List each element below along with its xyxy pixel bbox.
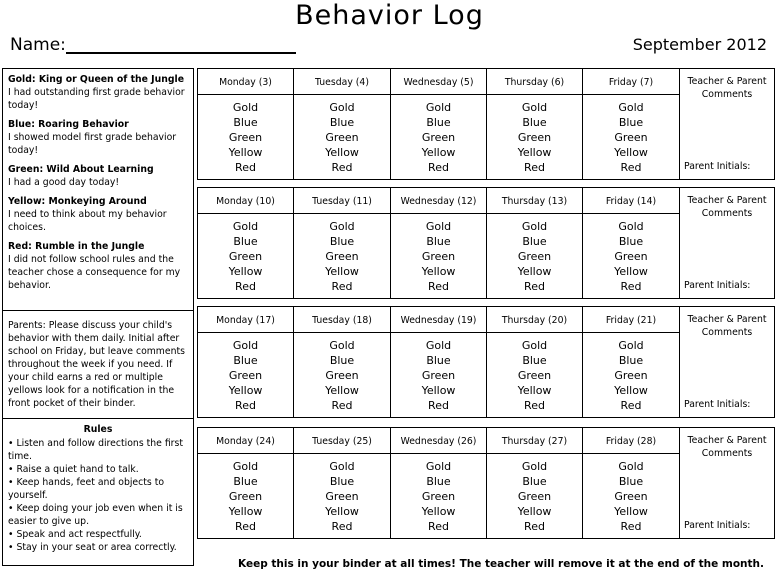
behavior-option-blue[interactable]: Blue — [426, 116, 451, 129]
behavior-option-blue[interactable]: Blue — [233, 235, 258, 248]
behavior-option-red[interactable]: Red — [235, 520, 256, 533]
week-table-1 — [197, 68, 775, 180]
behavior-option-red[interactable]: Red — [428, 161, 449, 174]
legend-heading: Gold: King or Queen of the Jungle — [8, 74, 185, 85]
day-header: Thursday (27) — [487, 428, 582, 454]
behavior-option-gold[interactable]: Gold — [232, 339, 259, 352]
behavior-option-red[interactable]: Red — [524, 280, 545, 293]
day-column — [583, 307, 680, 417]
behavior-option-red[interactable]: Red — [331, 161, 353, 174]
day-header: Thursday (13) — [487, 188, 582, 214]
legend-heading: Red: Rumble in the Jungle — [8, 241, 145, 252]
day-header: Wednesday (5) — [391, 69, 486, 95]
month-label: September 2012 — [632, 35, 767, 54]
behavior-option-yellow[interactable]: Yellow — [421, 146, 456, 159]
day-column — [583, 188, 680, 298]
behavior-option-green[interactable]: Green — [325, 250, 359, 263]
day-header: Thursday (6) — [487, 69, 582, 95]
behavior-option-yellow[interactable]: Yellow — [421, 265, 456, 278]
behavior-option-gold[interactable]: Gold — [521, 101, 548, 114]
behavior-option-gold[interactable]: Gold — [618, 220, 644, 233]
behavior-options — [487, 95, 582, 175]
behavior-option-red[interactable]: Red — [620, 280, 642, 293]
behavior-option-yellow[interactable]: Yellow — [325, 505, 359, 518]
behavior-options — [198, 454, 293, 534]
behavior-option-gold[interactable]: Gold — [329, 220, 355, 233]
behavior-option-gold[interactable]: Gold — [329, 101, 355, 114]
behavior-option-yellow[interactable]: Yellow — [228, 384, 263, 397]
behavior-legend — [2, 68, 194, 311]
behavior-option-green[interactable]: Green — [325, 131, 359, 144]
behavior-option-gold[interactable]: Gold — [521, 460, 548, 473]
behavior-option-blue[interactable]: Blue — [233, 116, 258, 129]
behavior-option-blue[interactable]: Blue — [618, 235, 644, 248]
behavior-option-red[interactable]: Red — [524, 399, 545, 412]
behavior-option-green[interactable]: Green — [421, 250, 456, 263]
behavior-option-blue[interactable]: Blue — [426, 235, 451, 248]
day-column — [198, 307, 294, 417]
day-column — [391, 428, 487, 538]
behavior-option-red[interactable]: Red — [524, 520, 545, 533]
behavior-option-red[interactable]: Red — [331, 399, 353, 412]
week-table-3 — [197, 306, 775, 418]
behavior-option-red[interactable]: Red — [620, 161, 642, 174]
behavior-option-green[interactable]: Green — [325, 369, 359, 382]
behavior-option-gold[interactable]: Gold — [329, 339, 355, 352]
day-column — [583, 428, 680, 538]
behavior-option-yellow[interactable]: Yellow — [517, 384, 552, 397]
day-column — [198, 188, 294, 298]
behavior-option-blue[interactable]: Blue — [426, 354, 451, 367]
comments-label: Teacher & Parent Comments — [687, 195, 767, 219]
parent-initials-label: Parent Initials: — [684, 161, 751, 172]
day-column — [391, 69, 487, 179]
legend-text: I had a good day today! — [8, 177, 120, 188]
day-column — [294, 69, 391, 179]
day-header: Wednesday (19) — [391, 307, 486, 333]
behavior-option-green[interactable]: Green — [517, 490, 552, 503]
behavior-option-yellow[interactable]: Yellow — [517, 505, 552, 518]
behavior-option-red[interactable]: Red — [235, 161, 256, 174]
behavior-option-blue[interactable]: Blue — [522, 354, 547, 367]
behavior-options — [487, 333, 582, 413]
parent-initials-label: Parent Initials: — [684, 399, 751, 410]
behavior-option-yellow[interactable]: Yellow — [614, 384, 648, 397]
behavior-options — [391, 333, 486, 413]
day-header: Friday (14) — [583, 188, 679, 214]
parent-initials-label: Parent Initials: — [684, 520, 751, 531]
behavior-option-green[interactable]: Green — [517, 250, 552, 263]
legend-item — [8, 240, 188, 292]
behavior-option-blue[interactable]: Blue — [618, 116, 644, 129]
day-header: Monday (3) — [198, 69, 293, 95]
behavior-option-red[interactable]: Red — [620, 520, 642, 533]
day-header: Monday (10) — [198, 188, 293, 214]
day-header: Thursday (20) — [487, 307, 582, 333]
behavior-option-gold[interactable]: Gold — [425, 460, 452, 473]
behavior-option-blue[interactable]: Blue — [329, 475, 355, 488]
rules-box — [2, 418, 194, 566]
day-column — [391, 188, 487, 298]
behavior-option-red[interactable]: Red — [331, 280, 353, 293]
behavior-option-yellow[interactable]: Yellow — [228, 146, 263, 159]
behavior-option-green[interactable]: Green — [228, 131, 263, 144]
rules-heading: Rules — [83, 424, 113, 435]
behavior-option-gold[interactable]: Gold — [618, 460, 644, 473]
behavior-options — [391, 95, 486, 175]
legend-item — [8, 195, 188, 234]
behavior-option-green[interactable]: Green — [421, 490, 456, 503]
behavior-option-red[interactable]: Red — [428, 520, 449, 533]
behavior-option-gold[interactable]: Gold — [425, 220, 452, 233]
parents-note: Parents: Please discuss your child's behavior with them daily. Initial after school on Friday, but leave comments throughout the week if you need. If your child earns a red or multiple yellows look for a notification in the front pocket of their binder. — [2, 310, 194, 419]
behavior-options — [294, 214, 390, 294]
behavior-option-green[interactable]: Green — [421, 369, 456, 382]
day-header: Tuesday (25) — [294, 428, 390, 454]
legend-text: I need to think about my behavior choices. — [8, 209, 167, 233]
rule-item: • Stay in your seat or area correctly. — [8, 542, 177, 553]
day-header: Tuesday (4) — [294, 69, 390, 95]
behavior-option-blue[interactable]: Blue — [618, 475, 644, 488]
behavior-options — [391, 454, 486, 534]
day-column — [487, 428, 583, 538]
behavior-option-blue[interactable]: Blue — [329, 235, 355, 248]
behavior-option-blue[interactable]: Blue — [522, 235, 547, 248]
behavior-option-gold[interactable]: Gold — [618, 339, 644, 352]
day-header: Tuesday (18) — [294, 307, 390, 333]
rule-item: • Keep hands, feet and objects to yourself. — [8, 477, 165, 501]
day-column — [198, 69, 294, 179]
behavior-option-green[interactable]: Green — [228, 490, 263, 503]
legend-item — [8, 73, 188, 112]
behavior-option-blue[interactable]: Blue — [329, 354, 355, 367]
behavior-option-green[interactable]: Green — [614, 131, 648, 144]
day-header: Tuesday (11) — [294, 188, 390, 214]
behavior-option-gold[interactable]: Gold — [618, 101, 644, 114]
comments-label: Teacher & Parent Comments — [687, 435, 767, 459]
behavior-option-red[interactable]: Red — [331, 520, 353, 533]
behavior-option-yellow[interactable]: Yellow — [614, 505, 648, 518]
week-table-4 — [197, 427, 775, 539]
behavior-options — [487, 214, 582, 294]
day-column — [294, 307, 391, 417]
behavior-option-green[interactable]: Green — [228, 369, 263, 382]
day-header: Wednesday (12) — [391, 188, 486, 214]
behavior-option-green[interactable]: Green — [517, 369, 552, 382]
day-column — [487, 188, 583, 298]
behavior-option-red[interactable]: Red — [428, 280, 449, 293]
behavior-option-green[interactable]: Green — [614, 490, 648, 503]
behavior-options — [294, 333, 390, 413]
behavior-option-gold[interactable]: Gold — [521, 339, 548, 352]
day-header: Monday (24) — [198, 428, 293, 454]
behavior-option-yellow[interactable]: Yellow — [325, 146, 359, 159]
day-column — [487, 307, 583, 417]
behavior-option-blue[interactable]: Blue — [522, 475, 547, 488]
footer-note: Keep this in your binder at all times! The teacher will remove it at the end of the month. — [238, 558, 765, 570]
behavior-option-gold[interactable]: Gold — [425, 339, 452, 352]
behavior-options — [294, 95, 390, 175]
behavior-option-red[interactable]: Red — [235, 399, 256, 412]
name-field[interactable] — [66, 52, 296, 54]
day-column — [391, 307, 487, 417]
behavior-option-blue[interactable]: Blue — [329, 116, 355, 129]
legend-item — [8, 163, 188, 189]
rule-item: • Keep doing your job even when it is easier to give up. — [8, 503, 183, 527]
behavior-option-gold[interactable]: Gold — [329, 460, 355, 473]
behavior-option-gold[interactable]: Gold — [232, 220, 259, 233]
behavior-options — [294, 454, 390, 534]
behavior-option-gold[interactable]: Gold — [232, 101, 259, 114]
behavior-option-green[interactable]: Green — [614, 369, 648, 382]
behavior-option-blue[interactable]: Blue — [618, 354, 644, 367]
behavior-option-gold[interactable]: Gold — [521, 220, 548, 233]
behavior-option-gold[interactable]: Gold — [425, 101, 452, 114]
week-table-2 — [197, 187, 775, 299]
comments-column[interactable] — [680, 428, 774, 538]
behavior-options — [583, 214, 679, 294]
behavior-option-red[interactable]: Red — [620, 399, 642, 412]
behavior-option-yellow[interactable]: Yellow — [325, 265, 359, 278]
behavior-option-yellow[interactable]: Yellow — [421, 505, 456, 518]
behavior-option-yellow[interactable]: Yellow — [614, 265, 648, 278]
behavior-options — [583, 454, 679, 534]
legend-text: I showed model first grade behavior today! — [8, 132, 177, 156]
legend-heading: Green: Wild About Learning — [8, 164, 154, 175]
rule-item: • Speak and act respectfully. — [8, 529, 142, 540]
behavior-options — [198, 95, 293, 175]
behavior-option-green[interactable]: Green — [517, 131, 552, 144]
behavior-option-yellow[interactable]: Yellow — [517, 265, 552, 278]
parent-initials-label: Parent Initials: — [684, 280, 751, 291]
behavior-options — [487, 454, 582, 534]
behavior-option-yellow[interactable]: Yellow — [517, 146, 552, 159]
day-column — [198, 428, 294, 538]
legend-heading: Yellow: Monkeying Around — [8, 196, 147, 207]
behavior-option-yellow[interactable]: Yellow — [614, 146, 648, 159]
behavior-options — [583, 95, 679, 175]
legend-text: I did not follow school rules and the teacher chose a consequence for my behavior. — [8, 254, 181, 291]
comments-column[interactable] — [680, 307, 774, 417]
day-header: Friday (28) — [583, 428, 679, 454]
legend-heading: Blue: Roaring Behavior — [8, 119, 129, 130]
behavior-options — [583, 333, 679, 413]
rule-item: • Raise a quiet hand to talk. — [8, 464, 139, 475]
behavior-option-blue[interactable]: Blue — [233, 354, 258, 367]
day-header: Friday (7) — [583, 69, 679, 95]
behavior-option-yellow[interactable]: Yellow — [421, 384, 456, 397]
behavior-option-gold[interactable]: Gold — [232, 460, 259, 473]
behavior-options — [198, 214, 293, 294]
legend-text: I had outstanding first grade behavior today! — [8, 87, 185, 111]
day-column — [583, 69, 680, 179]
behavior-option-yellow[interactable]: Yellow — [325, 384, 359, 397]
rule-item: • Listen and follow directions the first time. — [8, 438, 183, 462]
day-header: Friday (21) — [583, 307, 679, 333]
behavior-option-blue[interactable]: Blue — [233, 475, 258, 488]
comments-label: Teacher & Parent Comments — [687, 314, 767, 338]
comments-label: Teacher & Parent Comments — [687, 76, 767, 100]
behavior-option-yellow[interactable]: Yellow — [228, 505, 263, 518]
behavior-option-blue[interactable]: Blue — [426, 475, 451, 488]
comments-column[interactable] — [680, 188, 774, 298]
page-title: Behavior Log — [295, 0, 484, 31]
behavior-option-green[interactable]: Green — [614, 250, 648, 263]
behavior-options — [391, 214, 486, 294]
day-column — [294, 188, 391, 298]
day-column — [294, 428, 391, 538]
behavior-options — [198, 333, 293, 413]
behavior-option-red[interactable]: Red — [428, 399, 449, 412]
behavior-option-green[interactable]: Green — [325, 490, 359, 503]
legend-item — [8, 118, 188, 157]
behavior-option-red[interactable]: Red — [235, 280, 256, 293]
name-label: Name: — [10, 35, 66, 55]
behavior-option-red[interactable]: Red — [524, 161, 545, 174]
behavior-option-green[interactable]: Green — [421, 131, 456, 144]
day-header: Monday (17) — [198, 307, 293, 333]
comments-column[interactable] — [680, 69, 774, 179]
behavior-option-blue[interactable]: Blue — [522, 116, 547, 129]
behavior-option-green[interactable]: Green — [228, 250, 263, 263]
day-column — [487, 69, 583, 179]
day-header: Wednesday (26) — [391, 428, 486, 454]
behavior-option-yellow[interactable]: Yellow — [228, 265, 263, 278]
